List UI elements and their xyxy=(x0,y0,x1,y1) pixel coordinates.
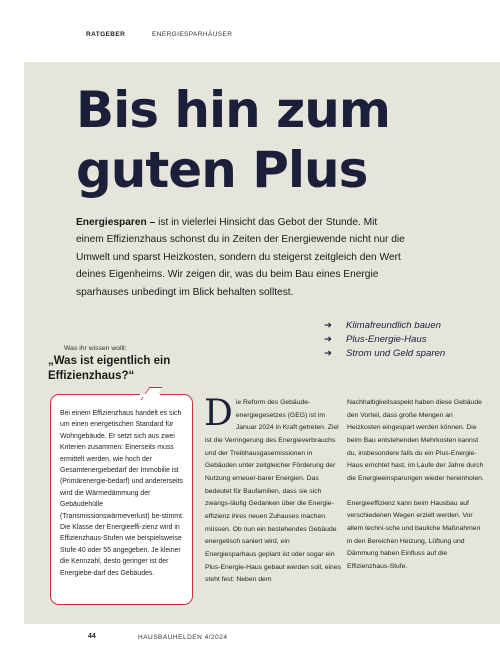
page-number: 44 xyxy=(88,633,96,640)
bullet-item xyxy=(324,333,494,347)
paragraph-gap xyxy=(347,486,487,498)
arrow-right-icon: ➜ xyxy=(324,348,333,360)
bullet-text: Klimafreundlich bauen xyxy=(346,320,441,331)
info-box xyxy=(50,394,193,605)
body-column-2 xyxy=(347,397,487,574)
section-label: RATGEBER xyxy=(86,31,126,38)
drop-cap: D xyxy=(204,393,233,434)
page-header xyxy=(0,0,500,62)
body-column-1 xyxy=(204,393,342,587)
bullet-text: Plus-Energie-Haus xyxy=(346,334,427,346)
sidebar-title: „Was ist eigentlich ein Effizienzhaus?“ xyxy=(48,355,171,382)
lead-bold: Energiesparen – xyxy=(76,217,156,228)
headline-line-1: Bis hin zum xyxy=(76,81,390,139)
bullet-list xyxy=(324,319,494,362)
headline-line-2: guten Plus xyxy=(76,141,368,199)
bullet-item xyxy=(324,319,494,333)
body-paragraph: Nachhaltigkeitsaspekt haben diese Gebäude den Vorteil, dass große Mengen an Heizkosten eingespart werden können. Die beim Bau entstehenden Mehrkosten kannst du, insbesondere falls du ein Plus-Energie-Haus errichtet hast, im Laufe der Jahre durch die Energieeinsparungen wieder hereinholen. xyxy=(347,399,484,482)
article-lead xyxy=(76,214,406,301)
topic-label: ENERGIESPARHÄUSER xyxy=(152,31,233,38)
arrow-right-icon: ➜ xyxy=(324,334,333,346)
lead-text: ist in vielerlei Hinsicht das Gebot der Stunde. Mit einem Effizienzhaus schonst du in Zeiten der Energiewende nicht nur die Umwelt und sparst Heizkosten, sondern du steigerst zeitgleich den Wert deines Eigenheims. Wir zeigen dir, was du beim Bau eines Energie sparhauses unbedingt im Blick behalten solltest. xyxy=(76,217,405,298)
bullet-item xyxy=(324,347,494,361)
sidebar-label: Was ihr wissen wollt: xyxy=(64,345,127,352)
info-box-text: Bei einem Effizienzhaus handelt es sich um einen energetischen Standard für Wohngebäude. Er setzt sich aus zwei Kriterien zusammen: Einerseits muss ermittelt werden, wie hoch der Gesamtenergiebedarf der Immobilie ist (Primärenergie-bedarf) und andererseits wird die Wärmedämmung der Gebäudehülle (Transmissionswärmeverlust) be-stimmt. Die Klasse der Energieeffi-zienz wird in Effizienzhaus-Stufen wie beispielsweise Stufe 40 oder 55 angegeben. Je kleiner die Kennzahl, desto geringer ist der Energiebe-darf des Gebäudes. xyxy=(60,410,184,577)
arrow-right-icon: ➜ xyxy=(324,320,333,331)
notch-cover xyxy=(140,394,160,397)
magazine-issue: HAUSBAUHELDEN 4/2024 xyxy=(138,634,228,641)
bullet-text: Strom und Geld sparen xyxy=(346,348,446,360)
body-paragraph: Energieeffizienz kann beim Hausbau auf verschiedenen Wegen erzielt werden. Vor allem techni-sche und bauliche Maßnahmen in den Bereichen Heizung, Lüftung und Dämmung haben Einfluss auf die Effizienzhaus-Stufe. xyxy=(347,499,481,570)
article-headline xyxy=(76,80,476,200)
body-paragraph: ie Reform des Gebäude-energiegesetzes (GEG) ist im Januar 2024 in Kraft getreten. Ziel ist die Verringerung des Energieverbrauchs und der Treibhausgasemissionen in Gebäuden unter zeitgleicher Förderung der Nutzung erneuer-barer Energien. Das bedeutet für Baufamilien, dass sie sich zwangs-läufig Gedanken über die Energie-effizienz ihres neuen Zuhauses machen müssen. Ob nun ein bestehendes Gebäude energetisch saniert wird, ein Energiesparhaus geplant ist oder sogar ein Plus-Energie-Haus gebaut werden soll, eines steht fest: Neben dem xyxy=(205,399,342,584)
